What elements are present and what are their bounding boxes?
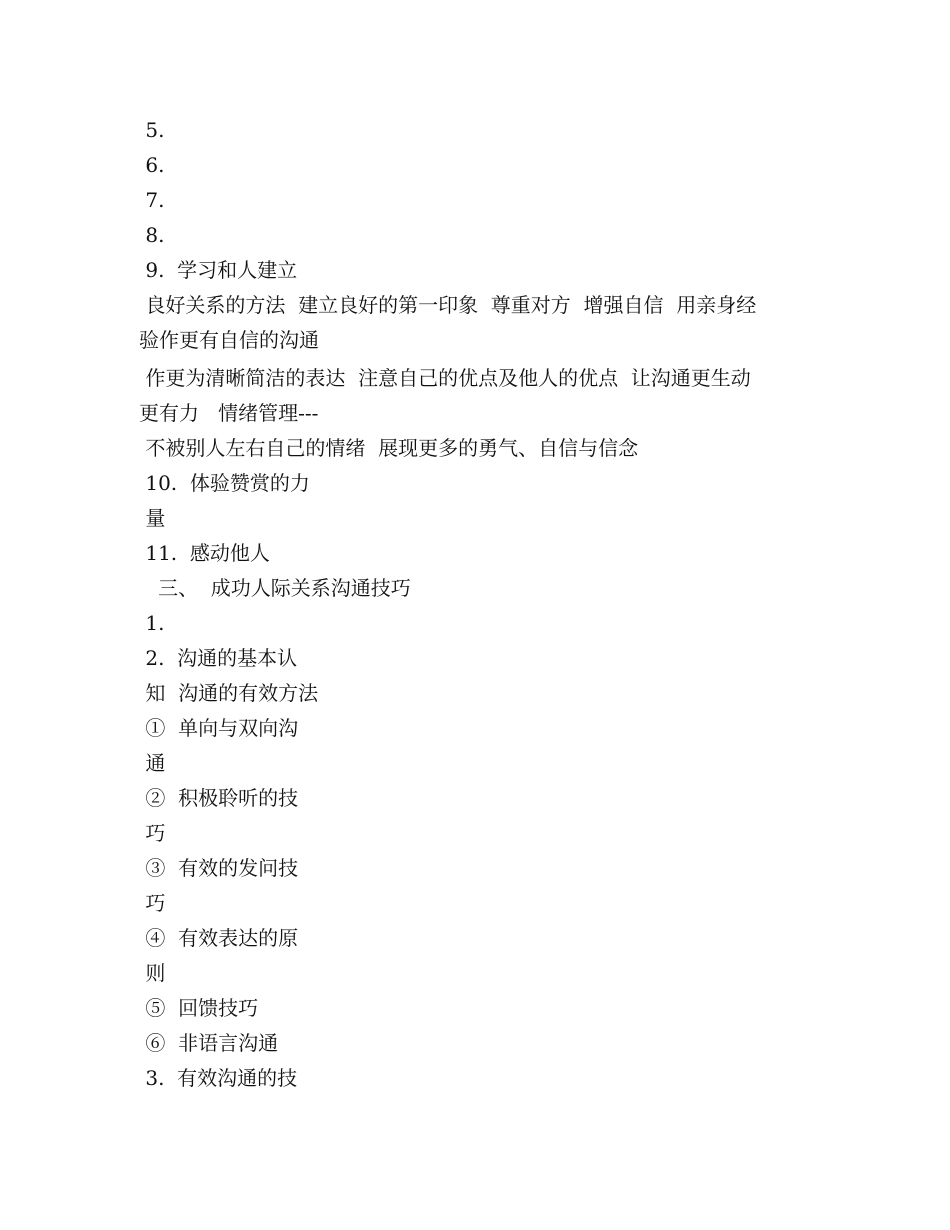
text-line: 巧 (139, 821, 166, 845)
text-line: 通 (139, 751, 166, 775)
text-line: 量 (139, 506, 166, 530)
text-line: 3. 有效沟通的技 (139, 1066, 298, 1090)
text-line: ⑤ 回馈技巧 (139, 996, 259, 1020)
text-line: 更有力 情绪管理--- (139, 401, 319, 425)
text-line: 10. 体验赞赏的力 (139, 471, 310, 495)
text-line: ④ 有效表达的原 (139, 926, 299, 950)
text-line: 验作更有自信的沟通 (139, 328, 319, 352)
text-line: 9. 学习和人建立 (139, 258, 298, 282)
text-line: 知 沟通的有效方法 (139, 681, 319, 705)
text-line: ② 积极聆听的技 (139, 786, 299, 810)
text-line: 不被别人左右自己的情绪 展现更多的勇气、自信与信念 (139, 436, 639, 460)
text-line: 8. (139, 223, 165, 247)
text-line: 2. 沟通的基本认 (139, 646, 298, 670)
text-line: 5. (139, 118, 165, 142)
text-line: ⑥ 非语言沟通 (139, 1031, 279, 1055)
text-line: 巧 (139, 891, 166, 915)
text-line: 1. (139, 611, 165, 635)
text-line: 6. (139, 153, 165, 177)
section-heading: 三、 成功人际关系沟通技巧 (139, 576, 411, 600)
text-line: 11. 感动他人 (139, 541, 270, 565)
text-line: 则 (139, 961, 166, 985)
text-line: ① 单向与双向沟 (139, 716, 299, 740)
text-line: 良好关系的方法 建立良好的第一印象 尊重对方 增强自信 用亲身经 (139, 293, 757, 317)
text-line: 7. (139, 188, 165, 212)
text-line: 作更为清晰简洁的表达 注意自己的优点及他人的优点 让沟通更生动 (139, 366, 751, 390)
text-line: ③ 有效的发问技 (139, 856, 299, 880)
